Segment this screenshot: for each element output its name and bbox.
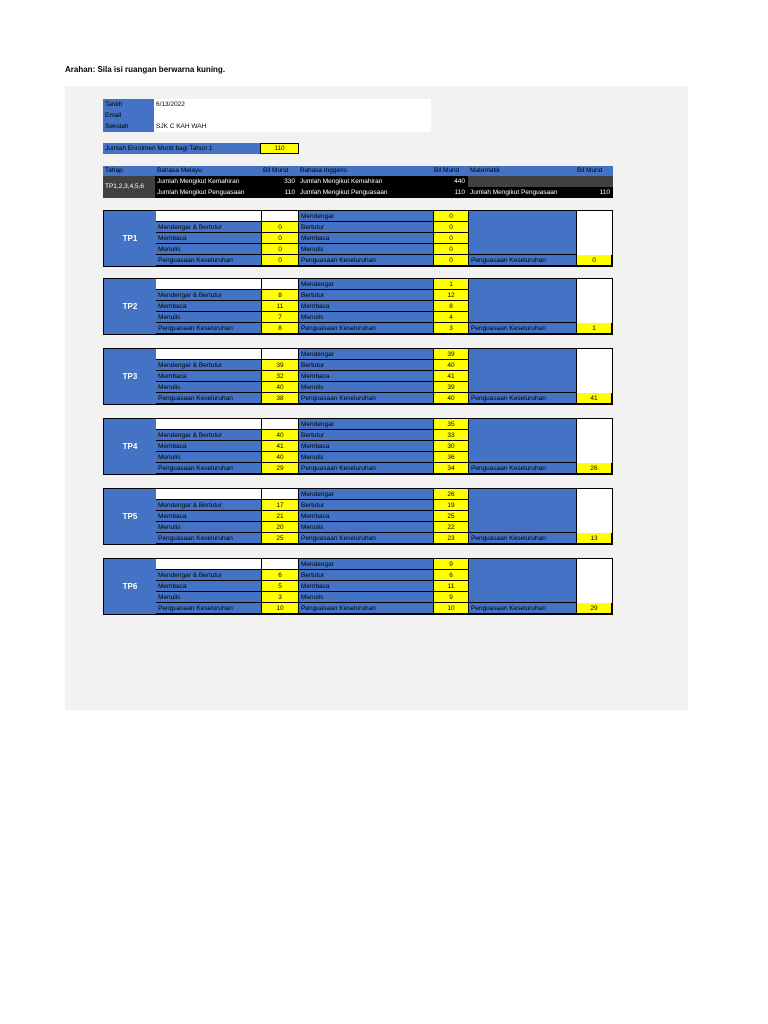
mt-blank-value (575, 176, 613, 187)
bm-row-label: Membaca (156, 581, 261, 592)
tp-label: TP5 (104, 489, 156, 544)
bi-value-input[interactable]: 0 (433, 211, 469, 222)
bi-row-label: Penguasaan Keseluruhan (299, 393, 433, 404)
mt-row-label: Penguasaan Keseluruhan (469, 323, 576, 334)
mt-blank (468, 176, 575, 187)
mt-row-label: Penguasaan Keseluruhan (469, 463, 576, 474)
bm-value-input[interactable]: 40 (261, 430, 299, 441)
bm-value-input[interactable]: 0 (261, 255, 299, 266)
bm-blank (261, 349, 299, 360)
mt-penguasaan-label: Jumlah Mengikut Penguasaan (468, 187, 575, 198)
mt-blank-value (576, 419, 612, 463)
bi-value-input[interactable]: 3 (433, 323, 469, 334)
tp-label: TP3 (104, 349, 156, 404)
tahap-value: TP1,2,3,4,5,6 (103, 176, 155, 198)
bi-value-input[interactable]: 41 (433, 371, 469, 382)
bm-value-input[interactable]: 0 (261, 244, 299, 255)
tp-label: TP4 (104, 419, 156, 474)
bi-row-label: Membaca (299, 233, 433, 244)
bi-value-input[interactable]: 40 (433, 393, 469, 404)
bi-row-label: Penguasaan Keseluruhan (299, 255, 433, 266)
bi-value-input[interactable]: 22 (433, 522, 469, 533)
bi-row-label: Mendengar (299, 211, 433, 222)
bi-value-input[interactable]: 19 (433, 500, 469, 511)
mt-row-label: Penguasaan Keseluruhan (469, 533, 576, 544)
bi-kemahiran-value: 440 (432, 176, 468, 187)
bm-value-input[interactable]: 39 (261, 360, 299, 371)
tp-label: TP1 (104, 211, 156, 266)
bm-value-input[interactable]: 8 (261, 323, 299, 334)
bm-value-input[interactable]: 8 (261, 290, 299, 301)
bi-kemahiran-label: Jumlah Mengikut Kemahiran (298, 176, 432, 187)
mt-blank-value (576, 559, 612, 603)
bm-row-label: Mendengar & Bertutur (156, 430, 261, 441)
bi-row-label: Mendengar (299, 419, 433, 430)
mt-blank-value (576, 279, 612, 323)
bi-value-input[interactable]: 6 (433, 570, 469, 581)
mt-blank-value (576, 489, 612, 533)
bi-value-input[interactable]: 11 (433, 581, 469, 592)
mt-row-label: Penguasaan Keseluruhan (469, 603, 576, 614)
bm-row-label: Mendengar & Bertutur (156, 360, 261, 371)
mt-value-input[interactable]: 41 (576, 393, 612, 404)
bi-value-input[interactable]: 39 (433, 382, 469, 393)
bm-kemahiran-label: Jumlah Mengikut Kemahiran (155, 176, 261, 187)
bm-value-input[interactable]: 5 (261, 581, 299, 592)
bm-row-label: Mendengar & Bertutur (156, 222, 261, 233)
bi-value-input[interactable]: 26 (433, 489, 469, 500)
bm-row-label: Menulis (156, 592, 261, 603)
bm-row-label (156, 279, 261, 290)
enrolment-field[interactable]: 110 (260, 143, 299, 154)
bi-value-input[interactable]: 0 (433, 222, 469, 233)
bi-value-input[interactable]: 23 (433, 533, 469, 544)
bm-blank (261, 211, 299, 222)
bi-row-label: Bertutur (299, 570, 433, 581)
bi-row-label: Mendengar (299, 489, 433, 500)
bi-value-input[interactable]: 0 (433, 233, 469, 244)
enrolment-label: Jumlah Enrolmen Murid bagi Tahun 1 (103, 143, 260, 154)
bi-row-label: Membaca (299, 301, 433, 312)
mt-blank-area (469, 419, 576, 463)
mt-value-input[interactable]: 26 (576, 463, 612, 474)
mt-blank-area (469, 559, 576, 603)
tp-block-tp4 (103, 418, 613, 475)
mt-blank-value (576, 211, 612, 255)
bi-row-label: Mendengar (299, 279, 433, 290)
bi-header: Bahasa Inggeris (298, 166, 432, 176)
bi-value-input[interactable]: 0 (433, 255, 469, 266)
mt-row-label: Penguasaan Keseluruhan (469, 255, 576, 266)
mt-blank-value (576, 349, 612, 393)
bm-value-input[interactable]: 0 (261, 233, 299, 244)
tp-label: TP2 (104, 279, 156, 334)
tahap-header: Tahap (103, 166, 155, 176)
bi-row-label: Membaca (299, 371, 433, 382)
mt-value-input[interactable]: 13 (576, 533, 612, 544)
tp-block-tp2 (103, 278, 613, 335)
bm-row-label: Penguasaan Keseluruhan (156, 463, 261, 474)
mt-row-label: Penguasaan Keseluruhan (469, 393, 576, 404)
bm-row-label: Menulis (156, 452, 261, 463)
bi-value-input[interactable]: 9 (433, 559, 469, 570)
bm-row-label: Membaca (156, 511, 261, 522)
bi-value-input[interactable]: 30 (433, 441, 469, 452)
email-field[interactable] (154, 110, 431, 121)
bi-row-label: Bertutur (299, 430, 433, 441)
mt-blank-area (469, 211, 576, 255)
bm-row-label: Penguasaan Keseluruhan (156, 255, 261, 266)
bi-value-input[interactable]: 33 (433, 430, 469, 441)
bm-value-input[interactable]: 40 (261, 452, 299, 463)
bm-value-input[interactable]: 38 (261, 393, 299, 404)
bi-row-label: Mendengar (299, 349, 433, 360)
mt-value-input[interactable]: 0 (576, 255, 612, 266)
bi-row-label: Penguasaan Keseluruhan (299, 533, 433, 544)
bm-row-label: Penguasaan Keseluruhan (156, 393, 261, 404)
bm-row-label: Menulis (156, 522, 261, 533)
bm-row-label: Membaca (156, 233, 261, 244)
bi-row-label: Menulis (299, 522, 433, 533)
bm-value-input[interactable]: 11 (261, 301, 299, 312)
bm-header: Bahasa Melayu (155, 166, 261, 176)
bm-value-input[interactable]: 7 (261, 312, 299, 323)
bm-row-label: Penguasaan Keseluruhan (156, 323, 261, 334)
bi-row-label: Membaca (299, 511, 433, 522)
bi-value-input[interactable]: 10 (433, 603, 469, 614)
mt-blank-area (469, 349, 576, 393)
mt-blank-area (469, 489, 576, 533)
bm-row-label (156, 211, 261, 222)
bi-value-input[interactable]: 25 (433, 511, 469, 522)
sekolah-field[interactable]: SJK C KAH WAH (154, 121, 431, 132)
bm-row-label (156, 489, 261, 500)
bi-value-input[interactable]: 8 (433, 301, 469, 312)
bm-row-label: Mendengar & Bertutur (156, 500, 261, 511)
bi-value-input[interactable]: 9 (433, 592, 469, 603)
bi-row-label: Bertutur (299, 222, 433, 233)
bi-row-label: Penguasaan Keseluruhan (299, 323, 433, 334)
bm-kemahiran-value: 330 (261, 176, 298, 187)
bm-blank (261, 489, 299, 500)
mt-value-input[interactable]: 1 (576, 323, 612, 334)
bm-row-label (156, 419, 261, 430)
tp-block-tp1 (103, 210, 613, 267)
bi-value-input[interactable]: 34 (433, 463, 469, 474)
bi-row-label: Membaca (299, 581, 433, 592)
bm-row-label: Membaca (156, 301, 261, 312)
tp-block-tp5 (103, 488, 613, 545)
mt-value-input[interactable]: 29 (576, 603, 612, 614)
bm-row-label: Membaca (156, 441, 261, 452)
bm-value-input[interactable]: 21 (261, 511, 299, 522)
bm-row-label: Membaca (156, 371, 261, 382)
tp-label: TP6 (104, 559, 156, 614)
bi-row-label: Membaca (299, 441, 433, 452)
bm-value-input[interactable]: 6 (261, 570, 299, 581)
mt-blank-area (469, 279, 576, 323)
bm-value-input[interactable]: 3 (261, 592, 299, 603)
bm-value-input[interactable]: 32 (261, 371, 299, 382)
bi-row-label: Menulis (299, 592, 433, 603)
bi-row-label: Penguasaan Keseluruhan (299, 603, 433, 614)
bi-value-input[interactable]: 12 (433, 290, 469, 301)
bm-row-label: Menulis (156, 244, 261, 255)
bi-bil-header: Bil Murid (432, 166, 468, 176)
bi-row-label: Bertutur (299, 500, 433, 511)
bm-row-label (156, 559, 261, 570)
bi-value-input[interactable]: 1 (433, 279, 469, 290)
bm-value-input[interactable]: 20 (261, 522, 299, 533)
bi-row-label: Mendengar (299, 559, 433, 570)
bm-penguasaan-value: 110 (261, 187, 298, 198)
bm-blank (261, 559, 299, 570)
sekolah-label: Sekolah (103, 121, 154, 132)
bm-value-input[interactable]: 17 (261, 500, 299, 511)
bi-value-input[interactable]: 35 (433, 419, 469, 430)
tp-block-tp6 (103, 558, 613, 615)
tarikh-field[interactable]: 6/13/2022 (154, 99, 431, 110)
bi-value-input[interactable]: 40 (433, 360, 469, 371)
mt-penguasaan-value: 110 (575, 187, 613, 198)
bi-row-label: Menulis (299, 244, 433, 255)
bi-penguasaan-label: Jumlah Mengikut Penguasaan (298, 187, 432, 198)
bm-row-label: Mendengar & Bertutur (156, 570, 261, 581)
bi-value-input[interactable]: 39 (433, 349, 469, 360)
bi-row-label: Penguasaan Keseluruhan (299, 463, 433, 474)
bi-row-label: Bertutur (299, 290, 433, 301)
bm-bil-header: Bil Murid (261, 166, 298, 176)
bm-value-input[interactable]: 25 (261, 533, 299, 544)
bm-value-input[interactable]: 10 (261, 603, 299, 614)
mt-bil-header: Bil Murid (575, 166, 613, 176)
bi-row-label: Menulis (299, 452, 433, 463)
bi-value-input[interactable]: 4 (433, 312, 469, 323)
bi-row-label: Bertutur (299, 360, 433, 371)
bm-row-label: Menulis (156, 382, 261, 393)
bm-value-input[interactable]: 41 (261, 441, 299, 452)
mt-header: Matematik (468, 166, 575, 176)
bm-row-label (156, 349, 261, 360)
bm-row-label: Menulis (156, 312, 261, 323)
bi-row-label: Menulis (299, 312, 433, 323)
bm-blank (261, 279, 299, 290)
bm-value-input[interactable]: 29 (261, 463, 299, 474)
bm-blank (261, 419, 299, 430)
instruction-text: Arahan: Sila isi ruangan berwarna kuning. (65, 65, 226, 74)
bm-row-label: Penguasaan Keseluruhan (156, 533, 261, 544)
bm-penguasaan-label: Jumlah Mengikut Penguasaan (155, 187, 261, 198)
bi-value-input[interactable]: 36 (433, 452, 469, 463)
bi-row-label: Menulis (299, 382, 433, 393)
bm-row-label: Mendengar & Bertutur (156, 290, 261, 301)
bi-penguasaan-value: 110 (432, 187, 468, 198)
bm-value-input[interactable]: 40 (261, 382, 299, 393)
tarikh-label: Tarikh (103, 99, 154, 110)
bi-value-input[interactable]: 0 (433, 244, 469, 255)
tp-block-tp3 (103, 348, 613, 405)
bm-row-label: Penguasaan Keseluruhan (156, 603, 261, 614)
bm-value-input[interactable]: 0 (261, 222, 299, 233)
email-label: Email (103, 110, 154, 121)
